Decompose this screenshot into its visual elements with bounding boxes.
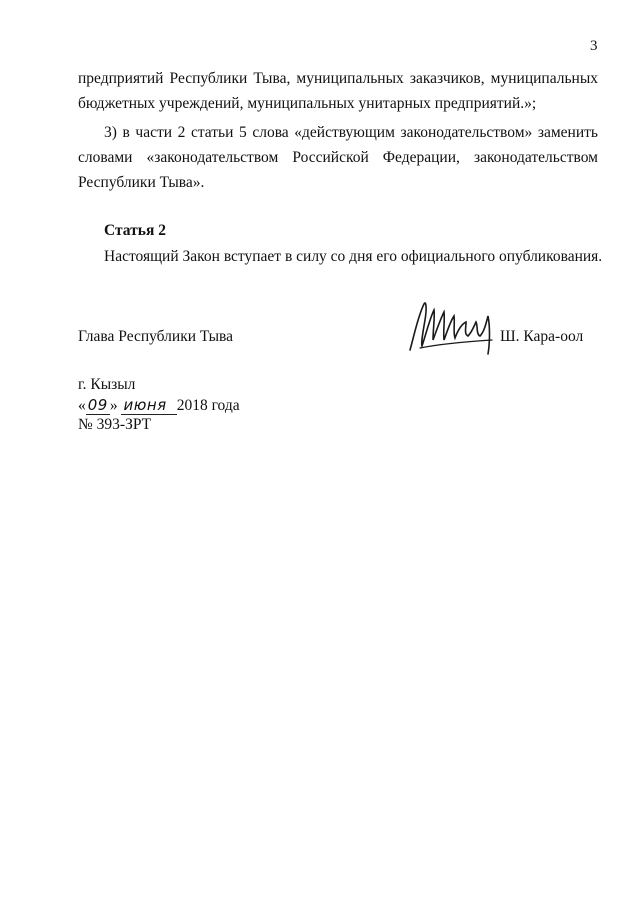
article-heading: Статья 2 xyxy=(104,222,166,239)
handwritten-signature xyxy=(400,296,500,358)
year-text: 2018 года xyxy=(176,397,240,414)
article-body: Настоящий Закон вступает в силу со дня его официального опубликования. xyxy=(104,248,603,265)
law-number: № 393-ЗРТ xyxy=(78,416,152,433)
quote-open: « xyxy=(78,397,86,414)
date-line xyxy=(78,396,240,415)
handwritten-day: 09 xyxy=(87,396,108,414)
paragraph-amendment-3: 3) в части 2 статьи 5 слова «действующим законодательством» заменить словами «законодательством Российской Федерации, законодательством Республики Тыва». xyxy=(78,124,598,191)
quote-close: » xyxy=(109,397,118,414)
paragraph-continuation: предприятий Республики Тыва, муниципальных заказчиков, муниципальных бюджетных учреждений, муниципальных унитарных предприятий.»; xyxy=(78,70,598,112)
place-of-signing: г. Кызыл xyxy=(78,376,136,393)
signer-name: Ш. Кара-оол xyxy=(500,328,584,345)
page-number: 3 xyxy=(590,38,598,54)
signer-title: Глава Республики Тыва xyxy=(78,328,234,345)
handwritten-month: июня xyxy=(121,396,176,415)
